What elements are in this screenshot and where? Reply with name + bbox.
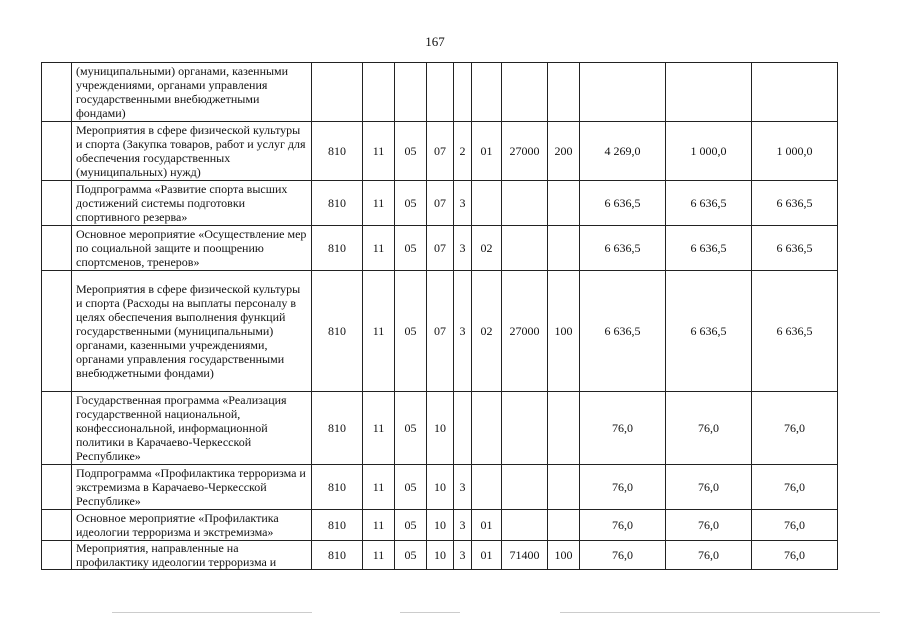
amount-year-1: 76,0 — [580, 465, 666, 510]
expense-type-code — [548, 510, 580, 541]
section-code: 11 — [363, 541, 395, 570]
program-code: 10 — [427, 541, 454, 570]
amount-year-2: 1 000,0 — [666, 122, 752, 181]
amount-year-3: 76,0 — [752, 392, 838, 465]
ministry-code: 810 — [312, 465, 363, 510]
ministry-code — [312, 63, 363, 122]
row-number-cell — [42, 465, 72, 510]
section-code: 11 — [363, 122, 395, 181]
expense-type-code — [548, 226, 580, 271]
program-code: 10 — [427, 392, 454, 465]
page-number: 167 — [425, 34, 445, 49]
ministry-code: 810 — [312, 226, 363, 271]
row-number-cell — [42, 510, 72, 541]
program-code: 10 — [427, 465, 454, 510]
amount-year-1: 76,0 — [580, 541, 666, 570]
main-event-code: 02 — [472, 226, 502, 271]
direction-code: 27000 — [502, 122, 548, 181]
row-number-cell — [42, 181, 72, 226]
ministry-code: 810 — [312, 510, 363, 541]
table-row — [42, 226, 838, 271]
table-row — [42, 63, 838, 122]
direction-code — [502, 63, 548, 122]
amount-year-1: 6 636,5 — [580, 271, 666, 392]
scan-artifact-line — [112, 612, 312, 613]
subsection-code — [395, 63, 427, 122]
table-row — [42, 122, 838, 181]
main-event-code — [472, 392, 502, 465]
row-description: Основное мероприятие «Профилактика идеологии терроризма и экстремизма» — [72, 510, 312, 541]
main-event-code: 01 — [472, 122, 502, 181]
ministry-code: 810 — [312, 271, 363, 392]
section-code: 11 — [363, 271, 395, 392]
row-description: (муниципальными) органами, казенными учреждениями, органами управления государственными внебюджетными фондами) — [72, 63, 312, 122]
direction-code: 27000 — [502, 271, 548, 392]
amount-year-3: 76,0 — [752, 510, 838, 541]
subprogram-code: 2 — [454, 122, 472, 181]
main-event-code: 02 — [472, 271, 502, 392]
amount-year-3: 6 636,5 — [752, 226, 838, 271]
scan-artifact-line — [400, 612, 460, 613]
amount-year-1: 76,0 — [580, 392, 666, 465]
row-description: Подпрограмма «Развитие спорта высших достижений системы подготовки спортивного резерва» — [72, 181, 312, 226]
table-row — [42, 392, 838, 465]
direction-code — [502, 465, 548, 510]
table-row — [42, 541, 838, 570]
program-code: 07 — [427, 181, 454, 226]
main-event-code: 01 — [472, 510, 502, 541]
amount-year-2: 76,0 — [666, 510, 752, 541]
row-number-cell — [42, 271, 72, 392]
amount-year-3: 76,0 — [752, 541, 838, 570]
amount-year-1: 76,0 — [580, 510, 666, 541]
main-event-code — [472, 63, 502, 122]
program-code: 10 — [427, 510, 454, 541]
row-description: Мероприятия в сфере физической культуры и спорта (Закупка товаров, работ и услуг для обеспечения государственных (муниципальных) нужд) — [72, 122, 312, 181]
subsection-code: 05 — [395, 465, 427, 510]
subprogram-code: 3 — [454, 181, 472, 226]
amount-year-3: 6 636,5 — [752, 271, 838, 392]
section-code: 11 — [363, 392, 395, 465]
main-event-code — [472, 181, 502, 226]
amount-year-2 — [666, 63, 752, 122]
program-code: 07 — [427, 271, 454, 392]
ministry-code: 810 — [312, 181, 363, 226]
subsection-code: 05 — [395, 181, 427, 226]
amount-year-1: 4 269,0 — [580, 122, 666, 181]
expense-type-code — [548, 465, 580, 510]
row-description: Основное мероприятие «Осуществление мер по социальной защите и поощрению спортсменов, тренеров» — [72, 226, 312, 271]
direction-code — [502, 510, 548, 541]
subsection-code: 05 — [395, 271, 427, 392]
table-row — [42, 510, 838, 541]
section-code: 11 — [363, 465, 395, 510]
section-code: 11 — [363, 510, 395, 541]
direction-code — [502, 392, 548, 465]
subprogram-code — [454, 392, 472, 465]
table-row — [42, 465, 838, 510]
expense-type-code — [548, 63, 580, 122]
scan-artifact-line — [560, 612, 880, 613]
row-description: Подпрограмма «Профилактика терроризма и экстремизма в Карачаево-Черкесской Республике» — [72, 465, 312, 510]
program-code — [427, 63, 454, 122]
row-description: Государственная программа «Реализация государственной национальной, конфессиональной, информационной политики в Карачаево-Черкесской Республике» — [72, 392, 312, 465]
amount-year-3: 1 000,0 — [752, 122, 838, 181]
row-number-cell — [42, 63, 72, 122]
subprogram-code — [454, 63, 472, 122]
row-number-cell — [42, 541, 72, 570]
amount-year-2: 6 636,5 — [666, 181, 752, 226]
subsection-code: 05 — [395, 226, 427, 271]
section-code: 11 — [363, 181, 395, 226]
main-event-code: 01 — [472, 541, 502, 570]
expense-type-code — [548, 181, 580, 226]
expense-type-code: 100 — [548, 541, 580, 570]
subprogram-code: 3 — [454, 510, 472, 541]
table-row — [42, 271, 838, 392]
amount-year-3: 76,0 — [752, 465, 838, 510]
subsection-code: 05 — [395, 122, 427, 181]
section-code — [363, 63, 395, 122]
direction-code — [502, 226, 548, 271]
amount-year-2: 76,0 — [666, 465, 752, 510]
expense-type-code — [548, 392, 580, 465]
row-description: Мероприятия, направленные на профилактику идеологии терроризма и — [72, 541, 312, 570]
subprogram-code: 3 — [454, 271, 472, 392]
expense-type-code: 200 — [548, 122, 580, 181]
amount-year-2: 6 636,5 — [666, 271, 752, 392]
main-event-code — [472, 465, 502, 510]
amount-year-3 — [752, 63, 838, 122]
row-number-cell — [42, 226, 72, 271]
row-number-cell — [42, 122, 72, 181]
table-row — [42, 181, 838, 226]
row-number-cell — [42, 392, 72, 465]
ministry-code: 810 — [312, 541, 363, 570]
amount-year-1: 6 636,5 — [580, 181, 666, 226]
direction-code — [502, 181, 548, 226]
subprogram-code: 3 — [454, 541, 472, 570]
program-code: 07 — [427, 122, 454, 181]
section-code: 11 — [363, 226, 395, 271]
amount-year-2: 76,0 — [666, 392, 752, 465]
amount-year-2: 76,0 — [666, 541, 752, 570]
amount-year-3: 6 636,5 — [752, 181, 838, 226]
direction-code: 71400 — [502, 541, 548, 570]
amount-year-1 — [580, 63, 666, 122]
amount-year-2: 6 636,5 — [666, 226, 752, 271]
ministry-code: 810 — [312, 392, 363, 465]
subprogram-code: 3 — [454, 226, 472, 271]
subsection-code: 05 — [395, 541, 427, 570]
ministry-code: 810 — [312, 122, 363, 181]
row-description: Мероприятия в сфере физической культуры и спорта (Расходы на выплаты персоналу в целях обеспечения выполнения функций государственными (муниципальными) органами, казенными учреждениями, органами управления государственными внебюджетными фондами) — [72, 271, 312, 392]
program-code: 07 — [427, 226, 454, 271]
budget-table — [41, 62, 838, 570]
expense-type-code: 100 — [548, 271, 580, 392]
subsection-code: 05 — [395, 392, 427, 465]
amount-year-1: 6 636,5 — [580, 226, 666, 271]
subprogram-code: 3 — [454, 465, 472, 510]
subsection-code: 05 — [395, 510, 427, 541]
